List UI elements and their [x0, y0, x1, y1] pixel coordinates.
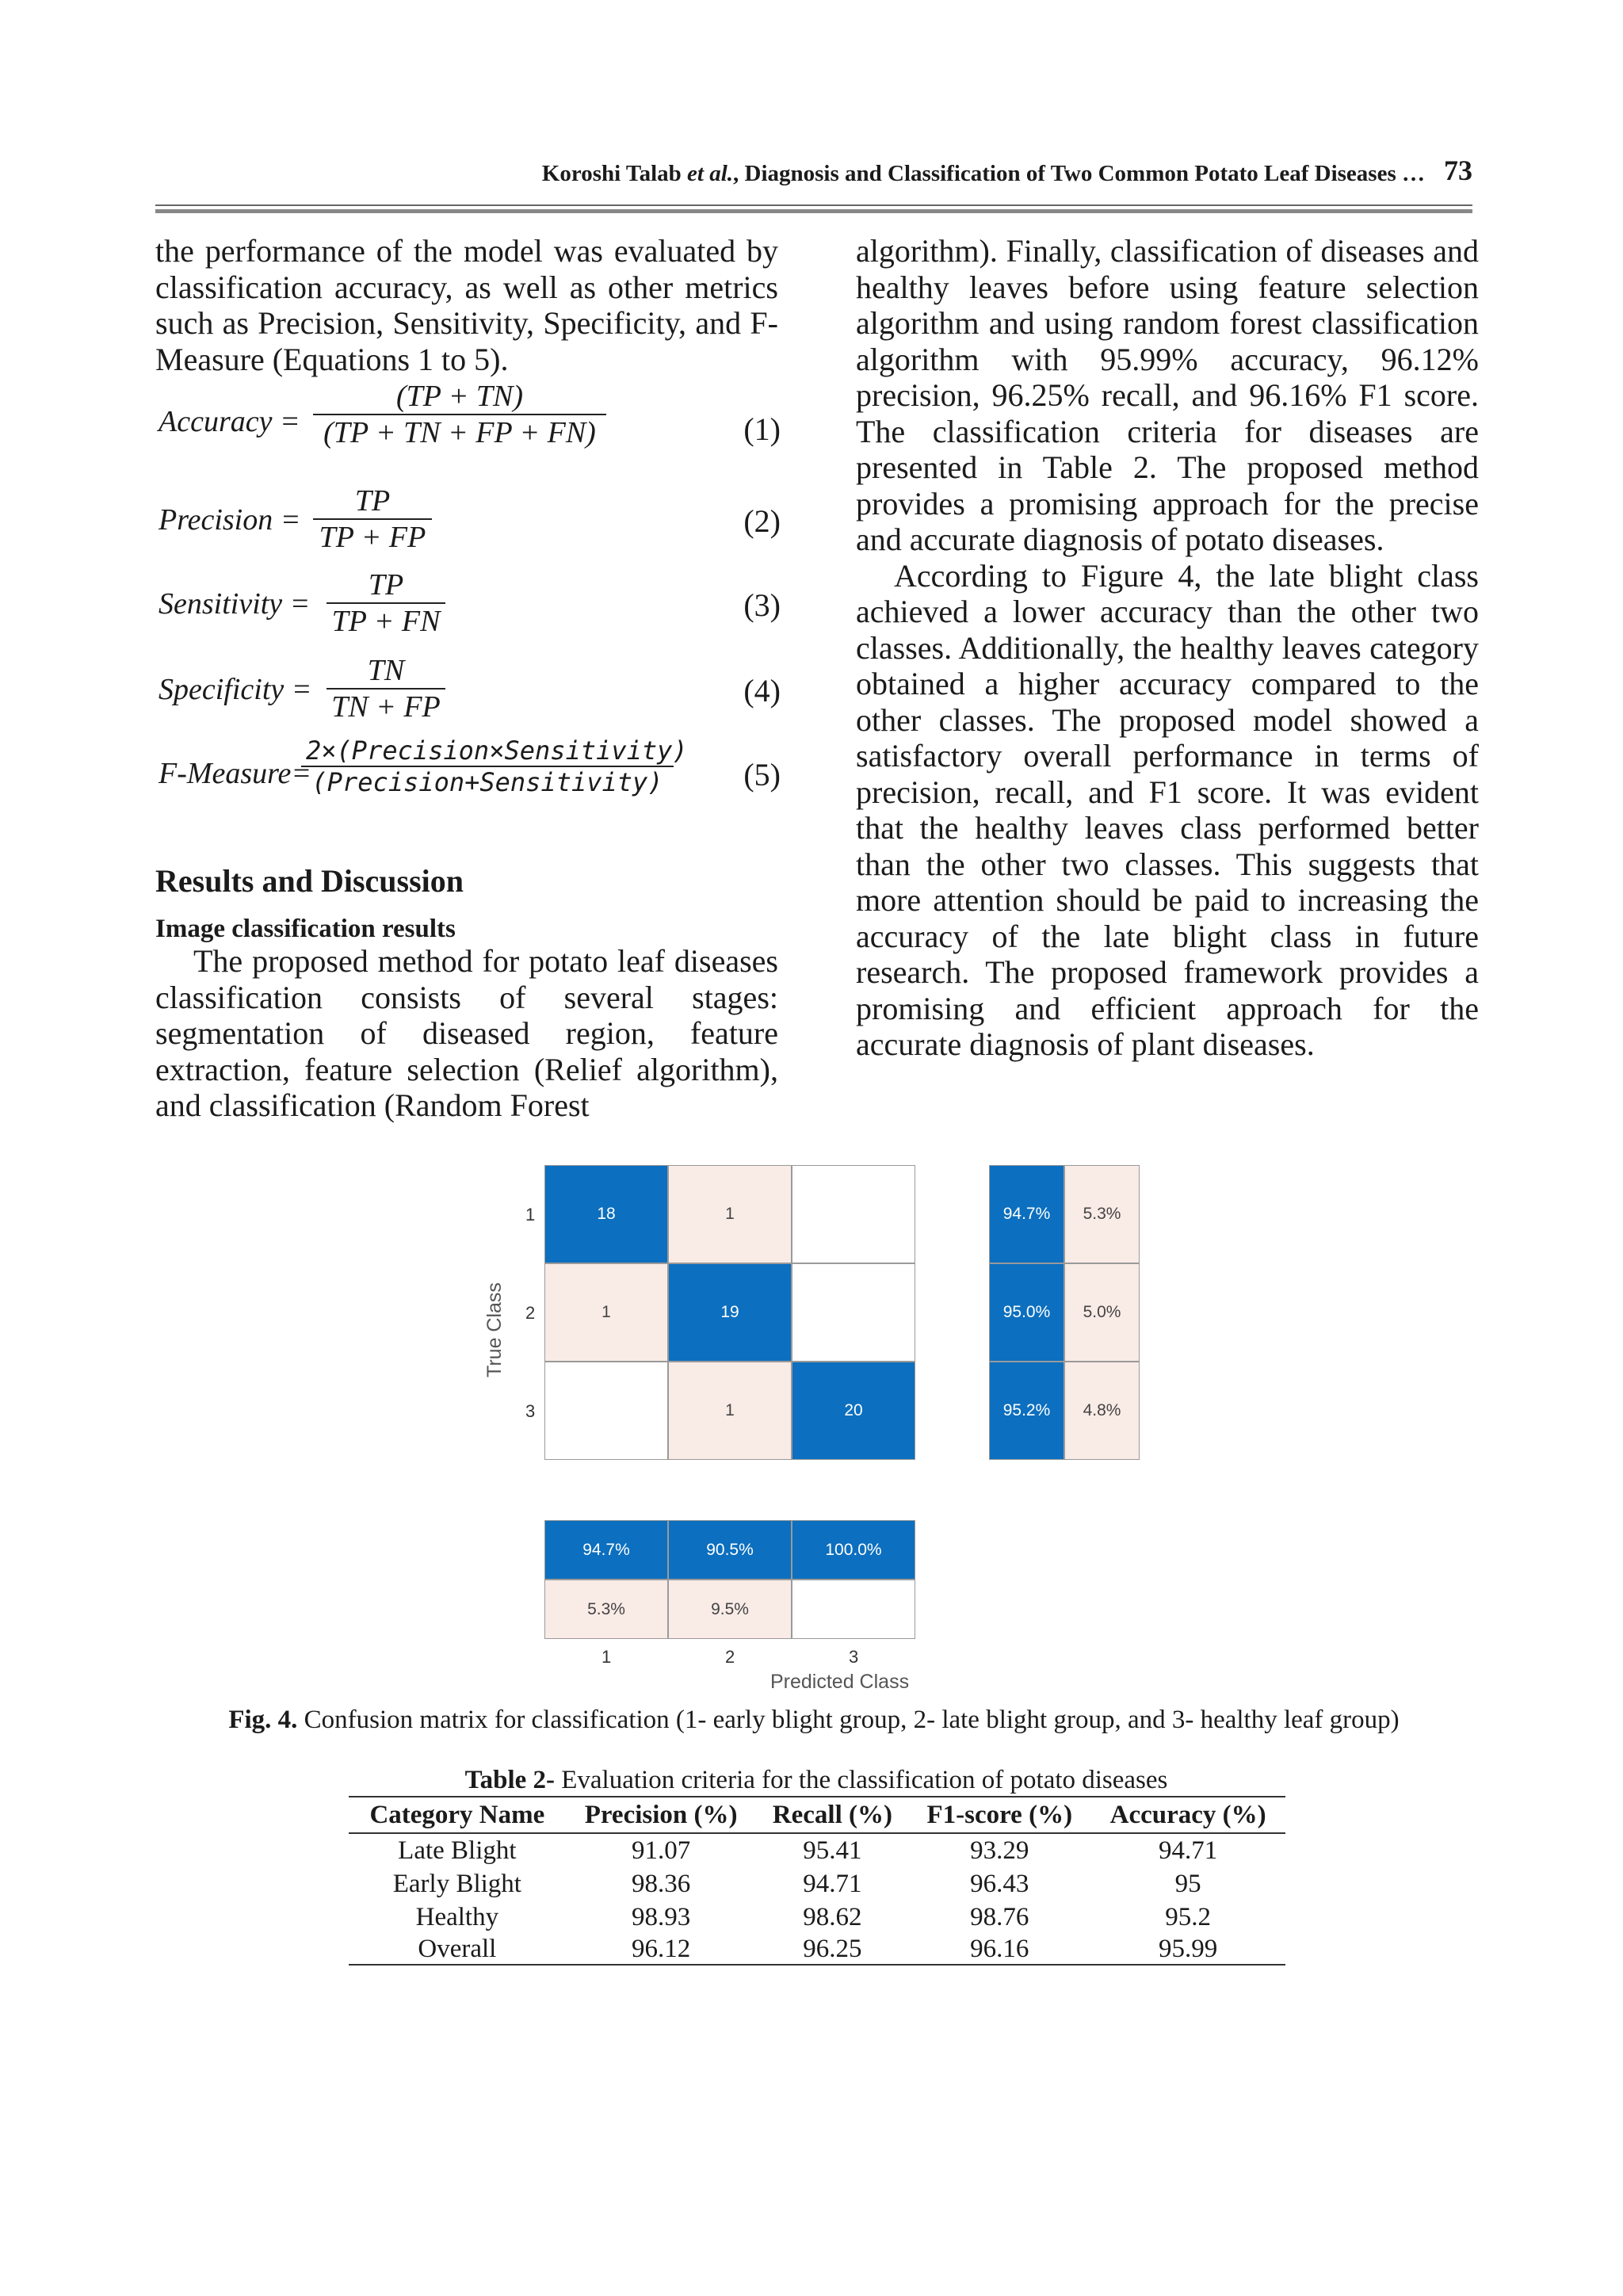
table-header-row [349, 1797, 1285, 1833]
table-cell: Early Blight [392, 1869, 521, 1898]
table-cell: Healthy [415, 1902, 499, 1931]
matrix-cell-1-3 [792, 1165, 915, 1263]
header-rule-thick [155, 209, 1472, 213]
left-column-results [155, 943, 778, 1124]
table-row [349, 1833, 1285, 1867]
table-cell: 96.25 [756, 1934, 908, 1965]
equation-lhs: Precision = [158, 503, 301, 537]
equation-fraction [327, 653, 445, 724]
header-recall: Recall (%) [756, 1797, 908, 1833]
header-category: Category Name [349, 1797, 566, 1833]
equation-5 [158, 735, 781, 818]
row-tick-label: 1 [525, 1205, 536, 1224]
matrix-cell-2-2: 19 [668, 1263, 792, 1362]
equation-lhs: F-Measure= [158, 757, 312, 790]
equation-3 [158, 567, 781, 650]
row-summary-incorrect: 5.3% [1064, 1165, 1140, 1263]
equation-numerator: (TP + TN) [395, 380, 524, 413]
results-paragraph: The proposed method for potato leaf diseases classification consists of several stages: segmentation of diseased region, feature extraction, feature selection (Relief algorithm), and classification (Random Forest [155, 943, 778, 1123]
page-number: 73 [1444, 155, 1472, 186]
table-cell: 95.41 [803, 1836, 862, 1865]
caption-label: Fig. 4. [228, 1706, 298, 1734]
header-accuracy: Accuracy (%) [1090, 1797, 1285, 1833]
intro-paragraph: the performance of the model was evaluated by classification accuracy, as well as other metrics such as Precision, Sensitivity, Specificity, and F-Measure (Equations 1 to 5). [155, 233, 778, 377]
matrix-cell-1-2: 1 [668, 1165, 792, 1263]
table-cell: 98.93 [631, 1902, 691, 1931]
equation-number: (5) [743, 757, 781, 793]
figure-caption [155, 1706, 1472, 1735]
equation-number: (4) [743, 673, 781, 709]
equation-denominator: (TP + TN + FP + FN) [313, 414, 606, 450]
equation-lhs: Sensitivity = [158, 587, 311, 621]
equation-denominator: TP + FP [313, 518, 432, 555]
table-cell: 95.2 [1165, 1902, 1211, 1931]
equation-numerator: TN [367, 654, 405, 687]
confusion-matrix-figure [475, 1148, 1189, 1702]
right-paragraph-2: According to Figure 4, the late blight class achieved a lower accuracy than the other two classes. Additionally, the healthy leaves category obtained a higher accuracy compared to the other classes. The proposed model showed a satisfactory overall performance in terms of precision, recall, and F1 score. It was evident that the healthy leaves class performed better than the other two classes. This suggests that more attention should be paid to increasing the accuracy of the late blight class in future research. The proposed framework provides a promising and efficient approach for the accurate diagnosis of plant diseases. [856, 557, 1479, 1062]
column-summary-correct: 94.7% [544, 1520, 668, 1580]
equation-numerator: TP [354, 484, 391, 518]
table-cell: 94.71 [1158, 1836, 1218, 1865]
table-cell: 95 [1174, 1869, 1201, 1898]
equation-number: (1) [743, 411, 781, 447]
table-row [349, 1867, 1285, 1901]
equation-numerator: TP [368, 568, 404, 602]
column-tick-label: 1 [601, 1647, 612, 1667]
right-column [856, 233, 1479, 1063]
y-axis-label: True Class [483, 1282, 506, 1377]
equation-numerator: 2×(Precision×Sensitivity) [306, 735, 688, 766]
section-heading: Results and Discussion [155, 863, 464, 899]
table-cell: 96.12 [566, 1934, 757, 1965]
table-title-text: Evaluation criteria for the classification of potato diseases [555, 1766, 1168, 1794]
table-cell: 94.71 [803, 1869, 862, 1898]
row-tick-label: 3 [525, 1401, 536, 1421]
table-cell: Overall [349, 1934, 566, 1965]
column-summary-incorrect: 5.3% [544, 1580, 668, 1639]
header-f1: F1-score (%) [908, 1797, 1090, 1833]
equation-denominator: TP + FN [327, 602, 445, 639]
table-cell: 96.43 [970, 1869, 1029, 1898]
header-rule-thin [155, 204, 1472, 206]
table-row [349, 1901, 1285, 1934]
left-column-intro [155, 233, 778, 377]
column-summary-incorrect [792, 1580, 915, 1639]
table-cell: Late Blight [398, 1836, 517, 1865]
header-precision: Precision (%) [566, 1797, 757, 1833]
equation-4 [158, 653, 781, 735]
matrix-cell-2-1: 1 [544, 1263, 668, 1362]
table-label: Table 2- [464, 1766, 555, 1794]
equation-lhs: Specificity = [158, 673, 312, 706]
evaluation-table [349, 1796, 1285, 1966]
row-tick-label: 2 [525, 1303, 536, 1323]
equation-fraction [313, 379, 606, 450]
equation-number: (3) [743, 587, 781, 623]
column-tick-label: 3 [849, 1647, 859, 1667]
column-tick-label: 2 [725, 1647, 735, 1667]
equation-2 [158, 483, 781, 566]
table-cell: 98.76 [970, 1902, 1029, 1931]
matrix-cell-2-3 [792, 1263, 915, 1362]
table-cell: 96.16 [908, 1934, 1090, 1965]
row-summary-correct: 95.0% [989, 1263, 1064, 1362]
table-row [349, 1934, 1285, 1965]
column-summary-incorrect: 9.5% [668, 1580, 792, 1639]
table-cell: 93.29 [970, 1836, 1029, 1865]
running-header [155, 151, 1472, 198]
subsection-heading: Image classification results [155, 915, 456, 943]
x-axis-label: Predicted Class [770, 1671, 910, 1693]
equation-lhs: Accuracy = [158, 405, 300, 438]
row-summary-incorrect: 4.8% [1064, 1362, 1140, 1460]
equation-fraction [313, 483, 432, 555]
matrix-cell-3-2: 1 [668, 1362, 792, 1460]
equation-number: (2) [743, 503, 781, 539]
header-title: Koroshi Talab et al., Diagnosis and Classification of Two Common Potato Leaf Diseases … [541, 161, 1425, 186]
equation-fraction [327, 567, 445, 639]
table-cell: 98.62 [803, 1902, 862, 1931]
right-paragraph-1: algorithm). Finally, classification of diseases and healthy leaves before using feature selection algorithm and using random forest classification algorithm with 95.99% accuracy, 96.12% precision, 96.25% recall, and 96.16% F1 score. The classification criteria for diseases are presented in Table 2. The proposed method provides a promising approach for the precise and accurate diagnosis of potato diseases. [856, 233, 1479, 557]
matrix-cell-3-1 [544, 1362, 668, 1460]
equation-fraction [301, 735, 688, 797]
table-cell: 98.36 [631, 1869, 691, 1898]
equation-denominator: TN + FP [327, 688, 445, 724]
row-summary-correct: 94.7% [989, 1165, 1064, 1263]
row-summary-incorrect: 5.0% [1064, 1263, 1140, 1362]
caption-text: Confusion matrix for classification (1- early blight group, 2- late blight group, and 3- healthy leaf group) [297, 1706, 1400, 1734]
column-summary-correct: 100.0% [792, 1520, 915, 1580]
row-summary-correct: 95.2% [989, 1362, 1064, 1460]
table-title [349, 1766, 1284, 1795]
equations-block [158, 379, 781, 839]
equation-denominator: (Precision+Sensitivity) [301, 766, 674, 797]
equation-1 [158, 379, 781, 461]
table-cell: 95.99 [1090, 1934, 1285, 1965]
column-summary-correct: 90.5% [668, 1520, 792, 1580]
matrix-cell-3-3: 20 [792, 1362, 915, 1460]
table-cell: 91.07 [631, 1836, 691, 1865]
matrix-cell-1-1: 18 [544, 1165, 668, 1263]
